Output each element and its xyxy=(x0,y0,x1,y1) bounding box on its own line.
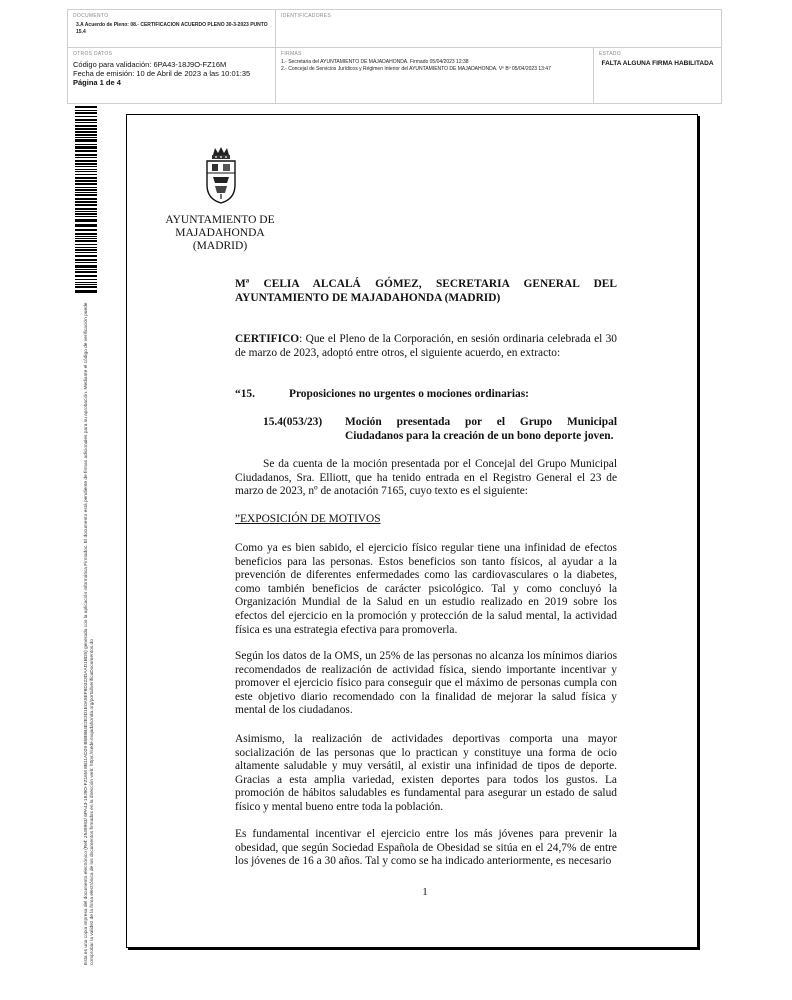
barcode-bar xyxy=(75,146,97,149)
barcode-bar xyxy=(75,177,97,179)
item-heading xyxy=(235,388,617,402)
barcode-bar xyxy=(75,150,97,152)
identificadores-cell xyxy=(276,10,721,48)
barcode-bar xyxy=(75,106,97,108)
barcode-bar xyxy=(75,128,97,130)
barcode-bar xyxy=(75,174,97,175)
barcode-bar xyxy=(75,137,97,138)
letterhead xyxy=(160,214,280,253)
barcode-bar xyxy=(75,125,97,127)
barcode-bar xyxy=(75,144,97,145)
firmas-cell xyxy=(276,48,594,103)
body-paragraph-3: Asimismo, la realización de actividades deportivas comporta una mayor socialización de las personas que lo practican y constituye una forma de ocio altamente saludable y muy versátil, al existir una infinidad de tipos de deporte. Gracias a esta amplia variedad, existen deportes para todos los gustos. La promoción de hábitos saludables es fundamental para asegurar un estado de salud físico y mental bueno entre toda la población. xyxy=(235,733,617,813)
letterhead-line-2: MAJADAHONDA xyxy=(175,227,265,239)
estado-cell xyxy=(594,48,721,103)
barcode-bar xyxy=(75,269,97,270)
barcode-bar xyxy=(75,169,97,170)
barcode-bar xyxy=(75,255,97,257)
document-heading xyxy=(235,278,617,305)
barcode-bar xyxy=(75,163,97,165)
barcode-bar xyxy=(75,201,97,203)
subitem-number: 15.4(053/23) xyxy=(263,416,323,428)
barcode-bar xyxy=(75,249,97,251)
letterhead-line-3: (MADRID) xyxy=(192,240,248,252)
barcode-bar xyxy=(75,112,97,114)
item-number: “15. xyxy=(235,388,255,400)
firma-2: 2.- Concejal de Servicios Jurídicos y Régimen Interior del AYUNTAMIENTO DE MAJADAHONDA. Vº Bº 05/04/2023 13:47 xyxy=(281,65,551,72)
estado-label: ESTADO xyxy=(599,51,621,57)
barcode-bar xyxy=(75,247,97,248)
barcode-bar xyxy=(75,290,97,293)
barcode-bar xyxy=(75,110,97,111)
barcode-bar xyxy=(75,139,97,142)
barcode-bar xyxy=(75,160,97,162)
validation-code: Código para validación: 6PA43-18J9O-FZ16M xyxy=(73,60,227,69)
barcode-bar xyxy=(75,286,97,288)
documento-label: DOCUMENTO xyxy=(73,13,109,19)
documento-text: 3.A Acuerdo de Pleno: 08.- CERTIFICACION ACUERDO PLENO 30-3-2023 PUNTO 15.4 xyxy=(76,22,268,35)
barcode-bar xyxy=(75,194,97,196)
body-paragraph-4: Es fundamental incentivar el ejercicio entre los más jóvenes para prevenir la obesidad, que según Sociedad Española de Obesidad se sitúa en el 24,7% de entre los jóvenes de 16 a 30 años. Tal y como se ha indicado anteriormente, es necesario xyxy=(235,828,617,868)
barcode-bar xyxy=(75,180,97,182)
exposicion-title: ”EXPOSICIÓN DE MOTIVOS xyxy=(235,513,381,525)
barcode-bar xyxy=(75,265,97,268)
identificadores-label: IDENTIFICADORES xyxy=(281,13,332,19)
subitem-title-line-1: Moción presentada por el Grupo Municipal xyxy=(345,416,617,428)
barcode-bar xyxy=(75,116,97,117)
firmas-label: FIRMAS xyxy=(281,51,302,57)
barcode-bar xyxy=(75,213,97,215)
barcode-bar xyxy=(75,275,97,277)
barcode-bar xyxy=(75,183,97,185)
barcode-bar xyxy=(75,122,97,123)
heading-line-1: Mª CELIA ALCALÁ GÓMEZ, SECRETARIA GENERAL DEL xyxy=(235,278,617,290)
barcode-bar xyxy=(75,204,97,206)
barcode-bar xyxy=(75,233,97,235)
intro-paragraph: Se da cuenta de la moción presentada por el Concejal del Grupo Municipal Ciudadanos, Sra. Elliott, que ha tenido entrada en el Registro General el 23 de marzo de 2023, nº de anotación 7165, cuyo texto es el siguiente: xyxy=(235,458,617,498)
barcode-bar xyxy=(75,284,97,285)
estado-text: FALTA ALGUNA FIRMA HABILITADA xyxy=(601,60,714,67)
barcode-bar xyxy=(75,208,97,210)
body-paragraph-1: Como ya es bien sabido, el ejercicio físico regular tiene una infinidad de efectos beneficios para las personas. Estos beneficios son tanto físicos, al ayudar a la prevención de diferentes enfermedades como las cardiovasculares o la diabetes, como también beneficios de carácter psicológico. Tal y como concluyó la Organización Mundial de la Salud en un estudio realizado en 2019 sobre los efectos del ejercicio en la promoción y protección de la salud mental, la actividad física es una estrategia efectiva para promoverla. xyxy=(235,542,617,636)
page-count: Página 1 de 4 xyxy=(73,78,121,87)
barcode-bar xyxy=(75,192,97,193)
barcode-bar xyxy=(75,282,97,283)
barcode-bar xyxy=(75,262,97,263)
firma-1: 1.- Secretaria del AYUNTAMIENTO DE MAJADAHONDA. Firmado 05/04/2023 12:38 xyxy=(281,59,469,65)
subitem-heading xyxy=(235,416,617,443)
barcode-bar xyxy=(75,238,97,239)
documento-cell xyxy=(68,10,276,48)
barcode-bar xyxy=(75,240,97,242)
barcode-bar xyxy=(75,134,97,136)
barcode xyxy=(75,106,97,294)
otros-datos-label: OTROS DATOS xyxy=(73,51,113,57)
body-paragraph-2: Según los datos de la OMS, un 25% de las personas no alcanza los mínimos diarios recomendados de realización de actividad física, siendo importante incentivar y promover el ejercicio físico para conseguir que el máximo de personas cumpla con este objetivo diario recomendado con la finalidad de mejorar la salud física y mental de los ciudadanos. xyxy=(235,650,617,717)
item-title: Proposiciones no urgentes o mociones ordinarias: xyxy=(289,388,529,400)
letterhead-line-1: AYUNTAMIENTO DE xyxy=(165,214,275,226)
barcode-bar xyxy=(75,198,97,201)
barcode-bar xyxy=(75,229,97,231)
otros-datos-cell xyxy=(68,48,276,103)
certifico-paragraph xyxy=(235,333,617,360)
heading-line-2: AYUNTAMIENTO DE MAJADAHONDA (MADRID) xyxy=(235,291,501,304)
barcode-bar xyxy=(75,189,97,191)
barcode-bar xyxy=(75,271,97,273)
barcode-bar xyxy=(75,187,97,188)
certifico-text: : Que el Pleno de la Corporación, en sesión ordinaria celebrada el 30 de marzo de 2023, adoptó entre otros, el siguiente acuerdo, en extracto: xyxy=(235,333,617,359)
subitem-title-line-2: Ciudadanos para la creación de un bono deporte joven. xyxy=(345,429,614,442)
barcode-bar xyxy=(75,157,97,158)
barcode-bar xyxy=(75,216,97,217)
barcode-bar xyxy=(75,219,97,222)
coat-of-arms-icon xyxy=(203,145,239,205)
barcode-bar xyxy=(75,166,97,167)
barcode-bar xyxy=(75,154,97,156)
barcode-bar xyxy=(75,131,97,133)
barcode-bar xyxy=(75,279,97,280)
emission-date: Fecha de emisión: 10 de Abril de 2023 a las 10:01:35 xyxy=(73,69,251,78)
barcode-bar xyxy=(75,259,97,261)
document-header-table xyxy=(67,9,722,104)
barcode-bar xyxy=(75,236,97,237)
barcode-bar xyxy=(75,252,97,253)
barcode-bar xyxy=(75,119,97,121)
barcode-bar xyxy=(75,244,97,245)
side-verification-text: Esta es una copia impresa del documento electrónico (Ref: 2549993/ 6PA43-18J9O-FZ16M 8B11AD29 B5B9B4E2E3D1E0A5EF8D323DAAD1BD5) generada con la aplicación informática Firmadoc. El documento está pendiente de firmas adicionales para su aprobación. Mediante el código de verificación puede comprobar la validez de la firma electrónica de los documentos firmados en la dirección web: https://sede.majadahonda.org/portal/verificaDocumentos.do xyxy=(84,302,95,965)
barcode-bar xyxy=(75,171,97,172)
barcode-bar xyxy=(75,211,97,212)
barcode-bar xyxy=(75,224,97,227)
page-number: 1 xyxy=(422,886,428,898)
certifico-label: CERTIFICO xyxy=(235,333,300,345)
